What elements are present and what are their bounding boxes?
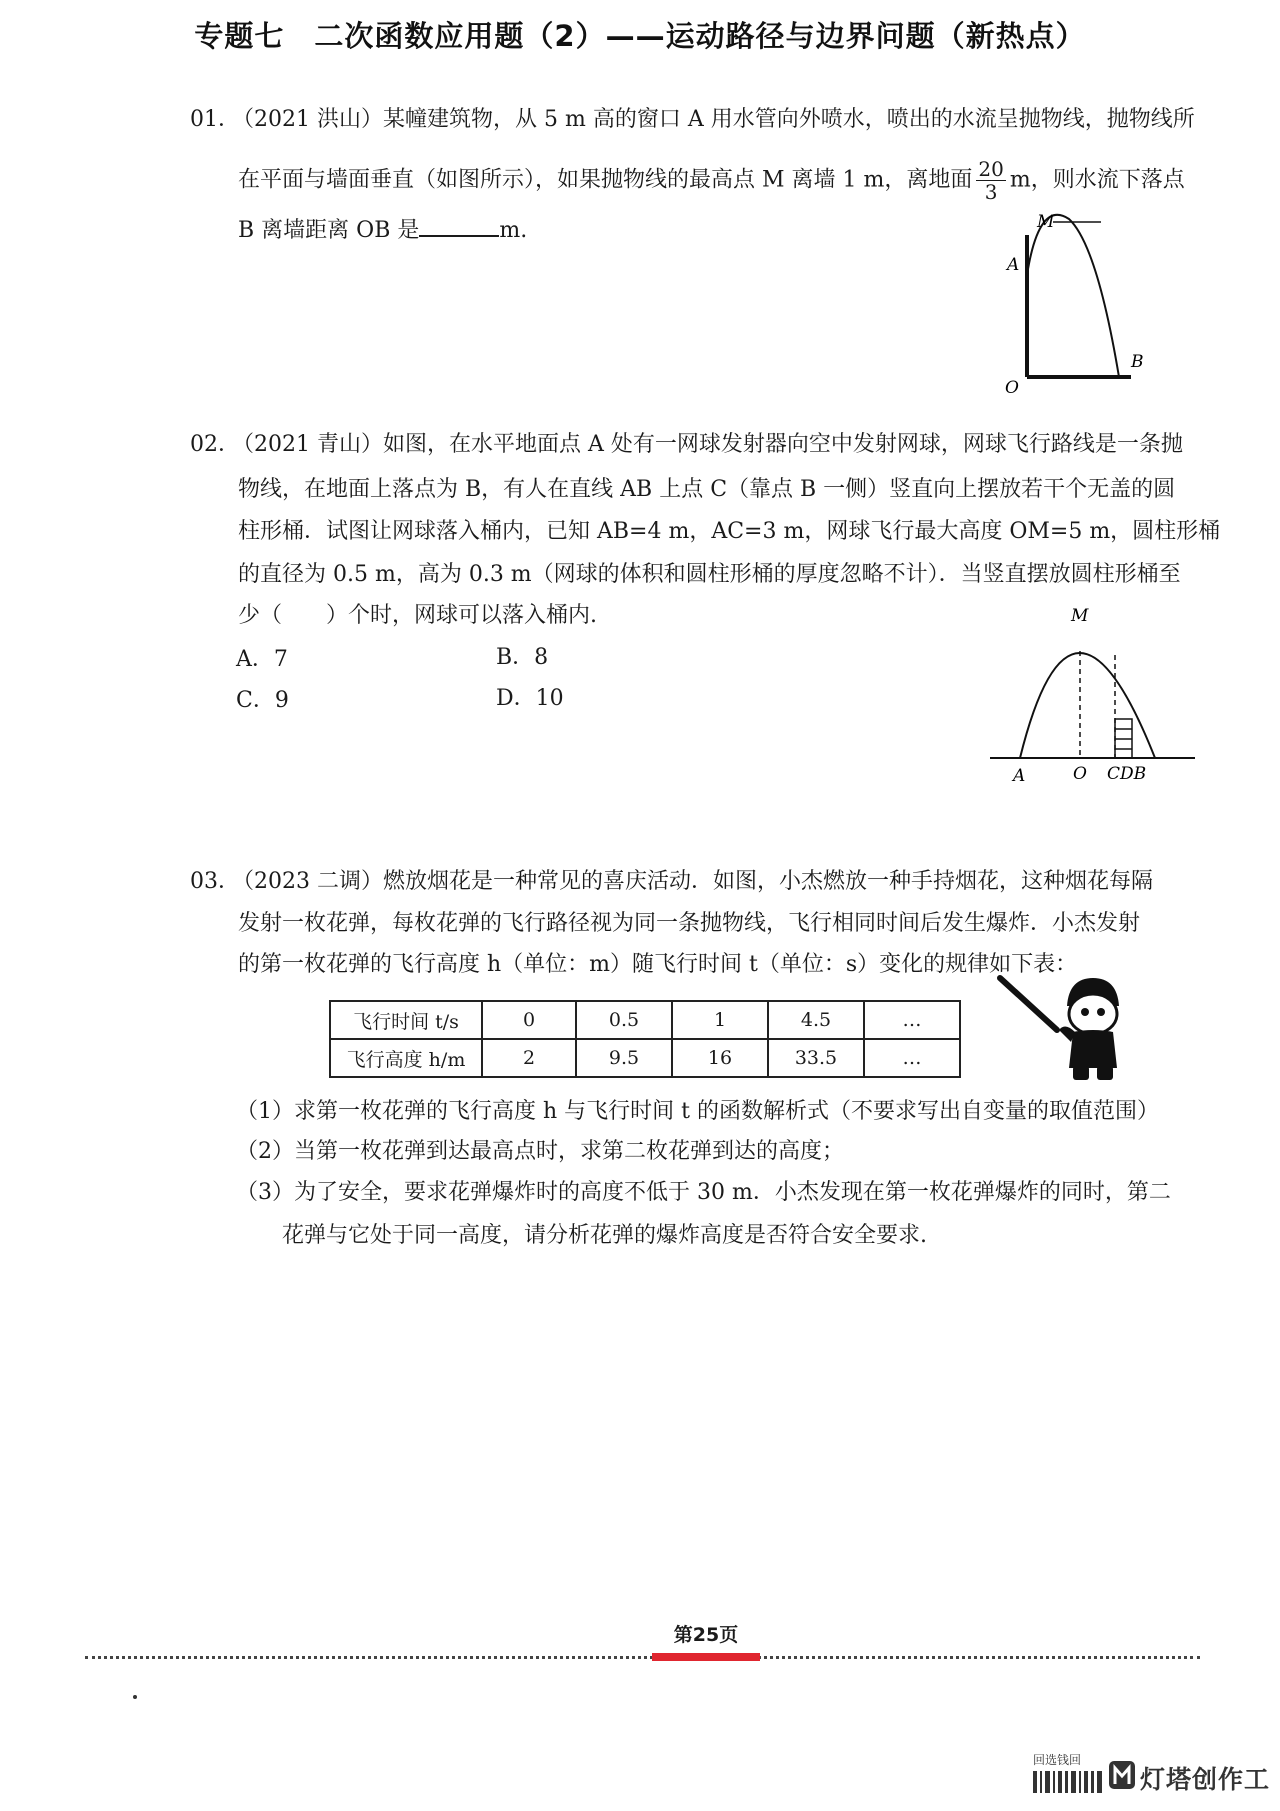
q2-label-o: O: [1073, 764, 1087, 784]
firework-stick: [1000, 978, 1057, 1030]
q2-line4: 的直径为 0.5 m，高为 0.3 m（网球的体积和圆柱形桶的厚度忽略不计）．当竖直摆放圆柱形桶至: [238, 562, 1181, 587]
barcode-icon: [1033, 1769, 1105, 1795]
q2-option-c[interactable]: C．9: [236, 688, 289, 713]
q2-parabola: [1020, 653, 1155, 758]
q1-fraction-numerator: 20: [978, 157, 1004, 181]
q2-line1: （2021 青山）如图，在水平地面点 A 处有一网球发射器向空中发射网球，网球飞行路线是一条抛: [232, 432, 1183, 457]
page-title: 专题七 二次函数应用题（2）——运动路径与边界问题（新热点）: [194, 19, 1086, 53]
table-cell: 1: [672, 1001, 768, 1039]
footer-dotted-line: [85, 1656, 1200, 1659]
q3-number: 03．: [190, 869, 240, 894]
q2-option-b[interactable]: B．8: [496, 645, 549, 670]
q1-parabola: [1027, 215, 1119, 377]
stray-dot: [133, 1695, 137, 1699]
q3-sub3-line1: （3）为了安全，要求花弹爆炸时的高度不低于 30 m．小杰发现在第一枚花弹爆炸的同时，第二: [236, 1180, 1171, 1205]
person-foot: [1097, 1066, 1113, 1080]
q2-label-m: M: [1071, 606, 1089, 626]
q1-line2-a: 在平面与墙面垂直（如图所示），如果抛物线的最高点 M 离墙 1 m，离地面: [238, 167, 973, 193]
q3-line1: （2023 二调）燃放烟花是一种常见的喜庆活动．如图，小杰燃放一种手持烟花，这种烟花每隔: [232, 869, 1153, 894]
q2-option-a[interactable]: A．7: [236, 647, 288, 672]
q1-fraction: [976, 158, 1005, 203]
q1-label-a: A: [1007, 255, 1020, 275]
q2-line5: 少（ ）个时，网球可以落入桶内.: [238, 603, 597, 628]
table-row: [330, 1001, 960, 1039]
q1-answer-blank[interactable]: [419, 215, 499, 237]
footer-red-bar: [652, 1653, 760, 1661]
person-eye: [1097, 1008, 1105, 1016]
q3-line3: 的第一枚花弹的飞行高度 h（单位：m）随飞行时间 t（单位：s）变化的规律如下表：: [238, 952, 1078, 977]
q1-line3: [238, 215, 527, 246]
watermark-small-text: 回选钱回: [1033, 1753, 1082, 1767]
q2-label-cdb: CDB: [1107, 764, 1147, 784]
q3-line2: 发射一枚花弹，每枚花弹的飞行路径视为同一条抛物线，飞行相同时间后发生爆炸．小杰发射: [238, 911, 1141, 936]
table-cell: 0.5: [576, 1001, 672, 1039]
page-number: 第25页: [673, 1624, 739, 1646]
q3-sub3-line2: 花弹与它处于同一高度，请分析花弹的爆炸高度是否符合安全要求.: [282, 1223, 927, 1248]
table-cell: 9.5: [576, 1039, 672, 1077]
q1-label-m: M: [1037, 212, 1055, 232]
q3-sub1: （1）求第一枚花弹的飞行高度 h 与飞行时间 t 的函数解析式（不要求写出自变量的取值范围）: [236, 1099, 1159, 1124]
watermark-logo-icon: [1108, 1760, 1136, 1794]
person-eye: [1081, 1008, 1089, 1016]
q1-figure: [995, 205, 1165, 395]
table-cell: 2: [482, 1039, 576, 1077]
table-cell: 0: [482, 1001, 576, 1039]
q2-option-d[interactable]: D．10: [496, 686, 564, 711]
person-body: [1069, 1030, 1117, 1068]
table-cell: …: [864, 1001, 960, 1039]
table-header-cell: 飞行高度 h/m: [330, 1039, 482, 1077]
q2-label-a: A: [1013, 766, 1026, 786]
watermark-brand: 灯塔创作工: [1140, 1765, 1271, 1794]
q3-sub2: （2）当第一枚花弹到达最高点时，求第二枚花弹到达的高度；: [236, 1139, 844, 1164]
q1-line3-a: B 离墙距离 OB 是: [238, 218, 420, 243]
q2-figure: [985, 603, 1200, 793]
person-head: [1069, 994, 1117, 1034]
q2-buckets: [1115, 719, 1132, 758]
q1-fraction-denominator: 3: [984, 180, 998, 204]
q1-line3-b: m.: [499, 218, 528, 243]
watermark-barcode: [1033, 1769, 1105, 1795]
q2-line2: 物线，在地面上落点为 B，有人在直线 AB 上点 C（靠点 B 一侧）竖直向上摆放若干个无盖的圆: [238, 477, 1176, 502]
q1-label-o: O: [1005, 378, 1019, 395]
table-cell: 16: [672, 1039, 768, 1077]
q2-number: 02．: [190, 432, 240, 457]
table-cell: 4.5: [768, 1001, 864, 1039]
q3-firework-figure: [995, 970, 1130, 1085]
table-cell: 33.5: [768, 1039, 864, 1077]
person-foot: [1073, 1066, 1089, 1080]
table-header-cell: 飞行时间 t/s: [330, 1001, 482, 1039]
q1-line1: （2021 洪山）某幢建筑物，从 5 m 高的窗口 A 用水管向外喷水，喷出的水流呈抛物线，抛物线所: [232, 107, 1195, 132]
q1-label-b: B: [1131, 352, 1144, 372]
table-row: [330, 1039, 960, 1077]
table-cell: …: [864, 1039, 960, 1077]
q3-data-table: [329, 1000, 961, 1078]
q2-line3: 柱形桶．试图让网球落入桶内，已知 AB=4 m，AC=3 m，网球飞行最大高度 OM=5 m，圆柱形桶: [238, 519, 1221, 544]
q1-line2-b: m，则水流下落点: [1009, 167, 1185, 193]
q1-number: 01．: [190, 107, 240, 132]
q1-line2: [238, 158, 1185, 203]
